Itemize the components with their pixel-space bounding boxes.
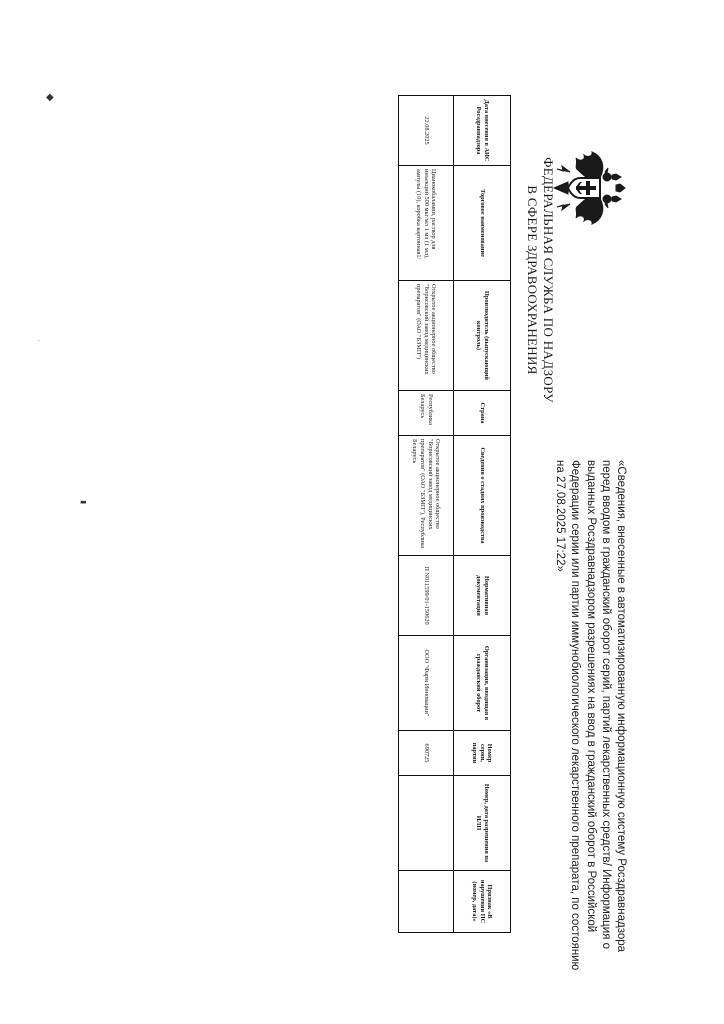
cell-date: 22.08.2025 (399, 96, 454, 166)
cell-trade-name: Цианокобаламин, раствор для инъекций 500 мкг/мл 1 мл (1 мл), ампулы (10), коробка картонная1/ (399, 166, 454, 281)
column-header-organization: Организация, вводящая в гражданский оборот (454, 636, 511, 731)
column-header-trade-name: Торговое наименование (454, 166, 511, 281)
column-header-stages: Сведения о стадиях производства (454, 436, 511, 556)
double-headed-eagle-emblem-icon (546, 148, 626, 228)
cell-nd: П N011599/01-150620 (399, 556, 454, 636)
agency-name-line2: В СФЕРЕ ЗДРАВООХРАНЕНИЯ (524, 185, 540, 375)
cell-manufacturer: Открытое акционерное общество "Борисовский завод медицинских препаратов" (ОАО "БЗМП") (399, 281, 454, 391)
table-row (399, 96, 454, 933)
column-header-permit: Номер, дата разрешения на ИЛП (454, 776, 511, 871)
scan-speck: ▬ (80, 498, 87, 506)
registry-table (398, 95, 511, 933)
cell-batch: 690725 (399, 731, 454, 776)
cell-country: Республика Беларусь (399, 391, 454, 436)
cell-stages: Открытое акционерное общество "Борисовский завод медицинских препаратов" (ОАО "БЗМП"), Республика Беларусь (399, 436, 454, 556)
column-header-batch: Номер серии, партии (454, 731, 511, 776)
column-header-country: Страна (454, 391, 511, 436)
column-header-manufacturer: Производитель (выпускающий контроль) (454, 281, 511, 391)
cell-organization: ООО "Фарм Инновации" (399, 636, 454, 731)
agency-name (524, 100, 557, 460)
column-header-date: Дата внесения в АИС Росздравнадзора (454, 96, 511, 166)
report-title: «Сведения, внесенные в автоматизированную информационную систему Росздравнадзора перед вводом в гражданский оборот серий, партий лекарственных средств/ Информация о выданных Росздравнадзором разрешениях на ввод в гражданский оборот в Российской Федерации серии или партии иммунобиологического лекарственного препарата, по состоянию на 27.08.2025 17:22» (554, 460, 627, 971)
table-header-row (454, 96, 511, 933)
column-header-violation: Признак «В нарушении ПС (номер, дата)» (454, 871, 511, 933)
cell-permit (399, 776, 454, 871)
scan-speck: ◆ (46, 92, 54, 103)
agency-name-line1: ФЕДЕРАЛЬНАЯ СЛУЖБА ПО НАДЗОРУ (541, 157, 556, 403)
scan-speck: · (38, 338, 40, 345)
cell-violation (399, 871, 454, 933)
column-header-nd: Нормативная документация (454, 556, 511, 636)
